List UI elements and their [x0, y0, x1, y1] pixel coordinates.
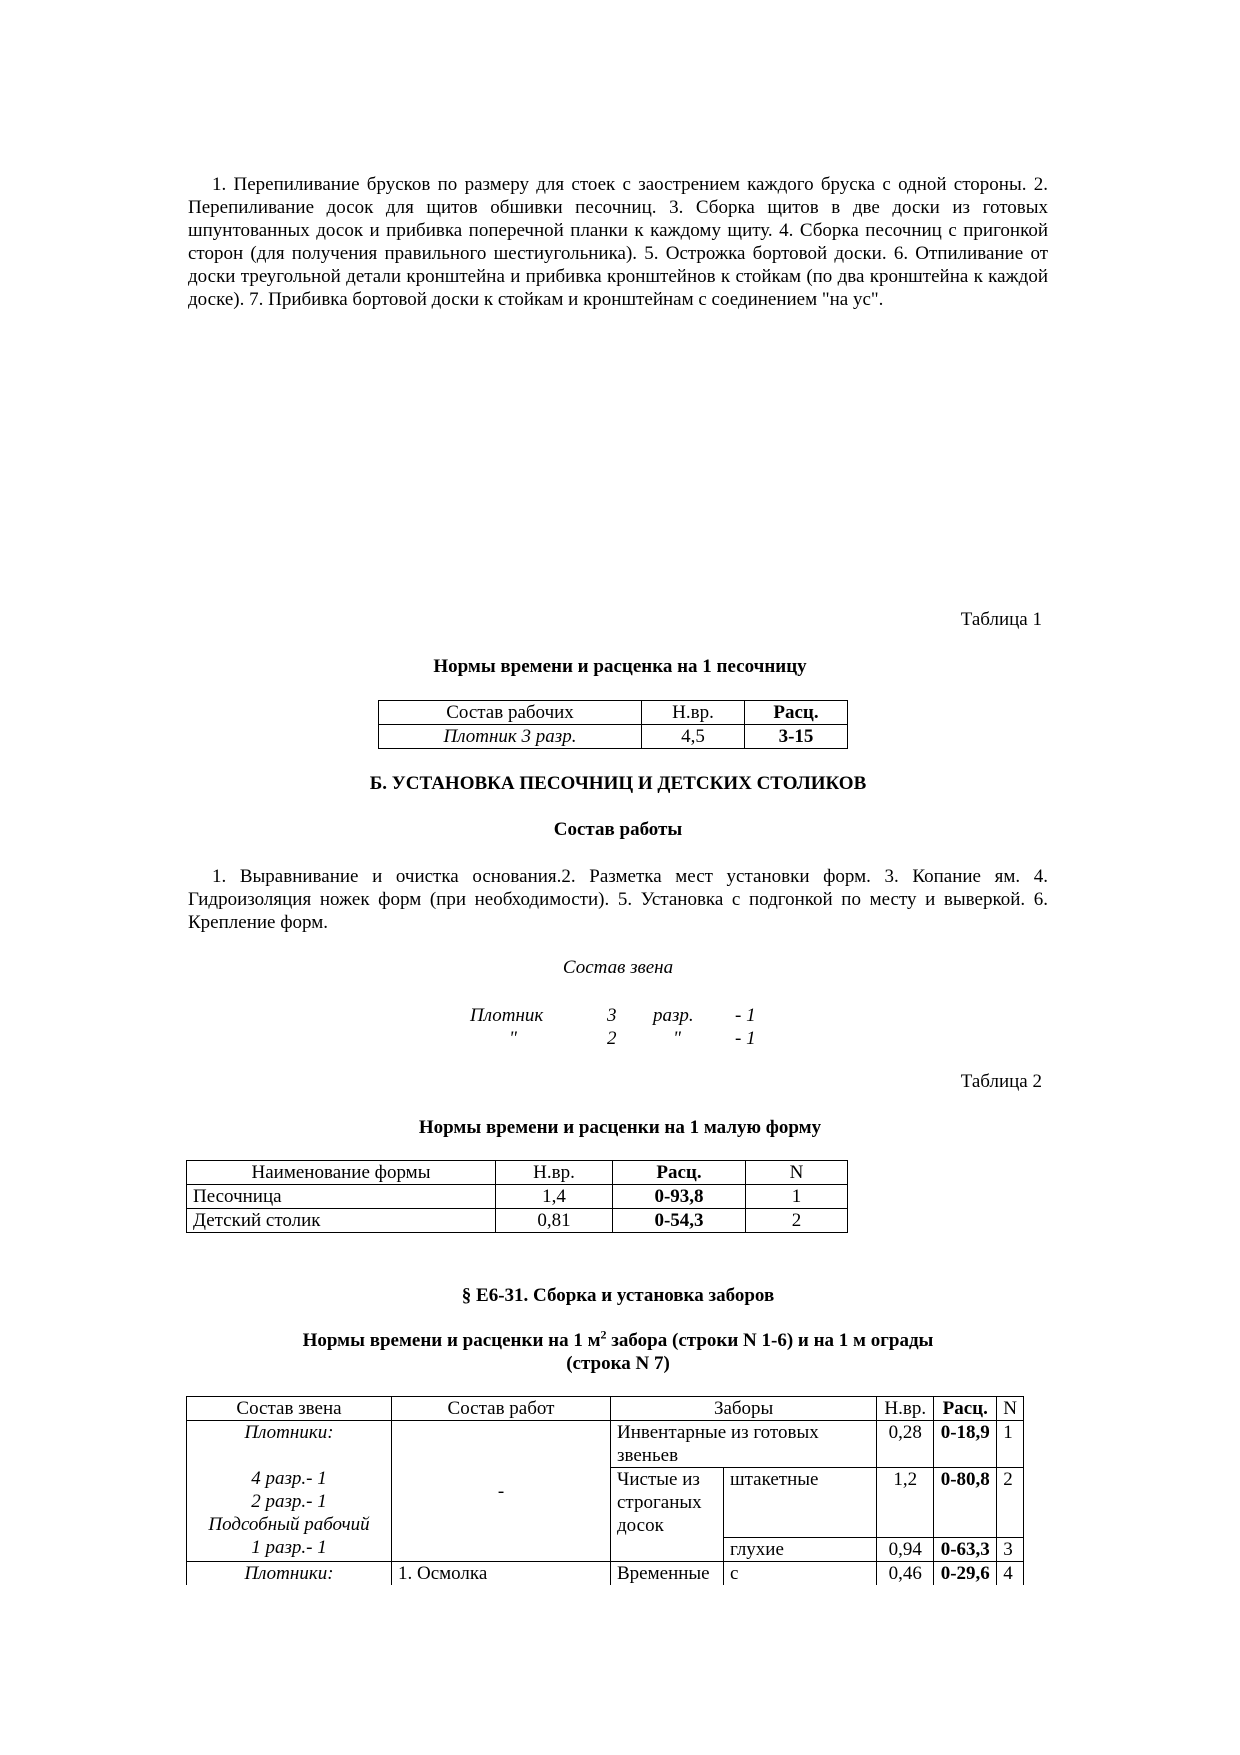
table-row [187, 1421, 1024, 1468]
table-header-cell: Расц. [934, 1397, 997, 1421]
table-header-cell: Н.вр. [877, 1397, 934, 1421]
table-cell: Плотники: [187, 1562, 392, 1586]
table-cell: 3 [997, 1538, 1024, 1562]
table-cell: Детский столик [187, 1209, 496, 1233]
table-cell: 1. Осмолка [392, 1562, 611, 1586]
crew-grade: 2 [607, 1028, 617, 1049]
table-cell: Песочница [187, 1185, 496, 1209]
work-composition-title: Состав работы [553, 819, 683, 840]
table-cell: Инвентарные из готовых звеньев [611, 1421, 877, 1468]
table-header-cell: Н.вр. [642, 701, 745, 725]
table3 [186, 1396, 1024, 1585]
table3-title [188, 1329, 1048, 1375]
crew-cell [187, 1421, 392, 1562]
table-cell: 1,4 [496, 1185, 613, 1209]
crew-line: 4 разр.- 1 [251, 1468, 327, 1489]
table-row [379, 725, 848, 749]
crew-title: Состав звена [562, 957, 674, 978]
superscript: 2 [600, 1327, 607, 1342]
table-header-cell: Состав работ [392, 1397, 611, 1421]
table3-title-part: Нормы времени и расценки на 1 м [302, 1330, 601, 1351]
table-header-cell: Состав рабочих [379, 701, 642, 725]
intro-paragraph: 1. Перепиливание брусков по размеру для стоек с заострением каждого бруска с одной стороны. 2. Перепиливание досок для щитов обшивки песочниц. 3. Сборка щитов в две доски из готовых шпунтованных досок и прибивка поперечной планки к каждому щиту. 4. Сборка песочниц с пригонкой сторон (для получения правильного шестиугольника). 5. Острожка бортовой доски. 6. Отпиливание от доски треугольной детали кронштейна и прибивка кронштейнов к стойкам (по два кронштейна к каждой доске). 7. Прибивка бортовой доски к стойкам и кронштейнам с соединением "на ус". [188, 174, 1048, 310]
table-cell: 3-15 [745, 725, 848, 749]
table3-title-part: (строка N 7) [566, 1353, 670, 1374]
table2-title: Нормы времени и расценки на 1 малую форму [418, 1117, 822, 1138]
table-cell: 0-54,3 [613, 1209, 746, 1233]
table-cell: 0,46 [877, 1562, 934, 1586]
table-cell: 1 [997, 1421, 1024, 1468]
table-cell: Чистые из строганых досок [611, 1468, 724, 1562]
crew-grade-label: разр. [653, 1005, 694, 1026]
table-cell: 1,2 [877, 1468, 934, 1538]
crew-count: - 1 [735, 1028, 756, 1049]
table-cell: глухие [724, 1538, 877, 1562]
table-row [187, 1185, 848, 1209]
crew-role: " [509, 1028, 517, 1049]
table-cell: 2 [746, 1209, 848, 1233]
table-header-cell: N [997, 1397, 1024, 1421]
table-cell: 0,81 [496, 1209, 613, 1233]
table1-title: Нормы времени и расценка на 1 песочницу [433, 656, 807, 677]
table-header-row [379, 701, 848, 725]
crew-count: - 1 [735, 1005, 756, 1026]
table-cell: 4 [997, 1562, 1024, 1586]
table-cell: 0-18,9 [934, 1421, 997, 1468]
table-cell: 0-63,3 [934, 1538, 997, 1562]
table-header-cell: Расц. [613, 1161, 746, 1185]
crew-role: Плотник [470, 1005, 544, 1026]
section-b-heading: Б. УСТАНОВКА ПЕСОЧНИЦ И ДЕТСКИХ СТОЛИКОВ [369, 773, 867, 794]
section-e6-31-heading: § Е6-31. Сборка и установка заборов [461, 1285, 775, 1306]
table-cell: 4,5 [642, 725, 745, 749]
table-cell: 0-93,8 [613, 1185, 746, 1209]
table-row [187, 1562, 1024, 1586]
work-cell: - [392, 1421, 611, 1562]
table1 [378, 700, 848, 749]
crew-line: 2 разр.- 1 [251, 1491, 327, 1512]
table-cell: Временные [611, 1562, 724, 1586]
table-row [187, 1209, 848, 1233]
table-header-row [187, 1397, 1024, 1421]
table-cell: 0-29,6 [934, 1562, 997, 1586]
table-cell: 0-80,8 [934, 1468, 997, 1538]
table-header-cell: Н.вр. [496, 1161, 613, 1185]
crew-title-line: Плотники: [244, 1422, 334, 1443]
table-header-cell: Наименование формы [187, 1161, 496, 1185]
table-header-cell: Состав звена [187, 1397, 392, 1421]
table3-title-part: забора (строки N 1-6) и на 1 м ограды [606, 1330, 934, 1351]
crew-grade: 3 [607, 1005, 617, 1026]
table2 [186, 1160, 848, 1233]
crew-grade-label: " [673, 1028, 681, 1049]
table-cell: 0,94 [877, 1538, 934, 1562]
table-header-cell: Заборы [611, 1397, 877, 1421]
work-composition-text: 1. Выравнивание и очистка основания.2. Разметка мест установки форм. 3. Копание ям. 4. Гидроизоляция ножек форм (при необходимости). 5. Установка с подгонкой по месту и выверкой. 6. Крепление форм. [188, 866, 1048, 933]
table-cell: Плотник 3 разр. [379, 725, 642, 749]
crew-line: 1 разр.- 1 [251, 1537, 327, 1558]
crew-line: Подсобный рабочий [208, 1514, 370, 1535]
table-cell: 2 [997, 1468, 1024, 1538]
table-cell: с [724, 1562, 877, 1586]
table1-label: Таблица 1 [960, 609, 1042, 630]
table-cell: 0,28 [877, 1421, 934, 1468]
table-header-cell: N [746, 1161, 848, 1185]
table-cell: штакетные [724, 1468, 877, 1538]
table-header-cell: Расц. [745, 701, 848, 725]
table2-label: Таблица 2 [960, 1071, 1042, 1092]
table-header-row [187, 1161, 848, 1185]
table-cell: 1 [746, 1185, 848, 1209]
